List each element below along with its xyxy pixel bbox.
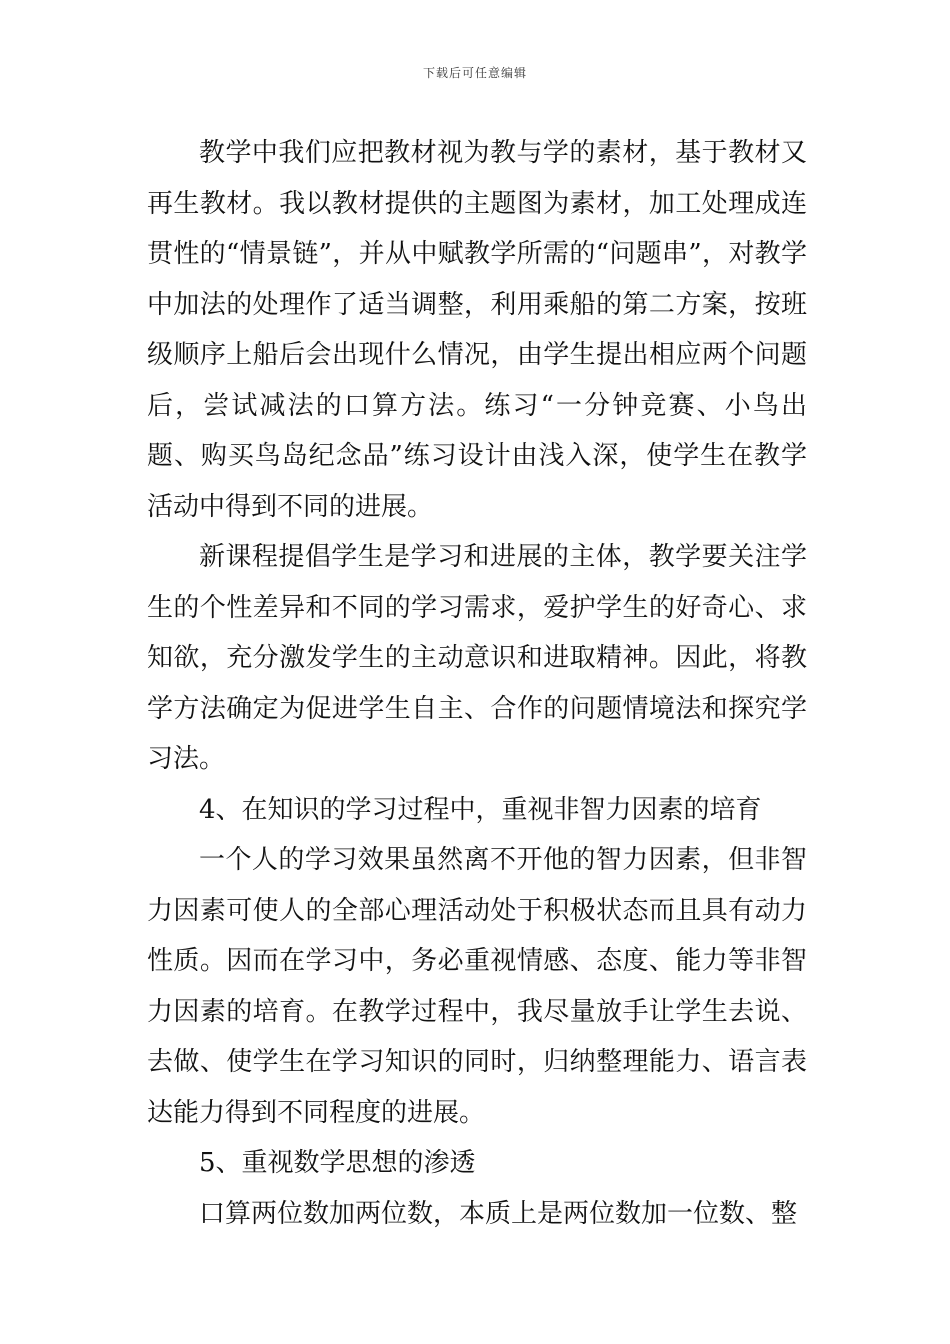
section-heading-5: 5、重视数学思想的渗透 <box>199 1148 476 1178</box>
paragraph-non-intellectual-factors: 一个人的学习效果虽然离不开他的智力因素，但非智力因素可使人的全部心理活动处于积极状态而且具有动力性质。因而在学习中，务必重视情感、态度、能力等非智力因素的培育。在教学过程中，我尽量放手让学生去说、去做、使学生在学习知识的同时，归纳整理能力、语言表达能力得到不同程度的进展。 <box>147 845 807 1128</box>
page-header: 下载后可任意编辑 <box>422 66 527 80</box>
paragraph-oral-calculation: 口算两位数加两位数，本质上是两位数加一位数、整 <box>199 1198 798 1229</box>
document-body <box>147 128 807 1239</box>
section-heading-4: 4、在知识的学习过程中，重视非智力因素的培育 <box>199 794 762 825</box>
paragraph-new-curriculum: 新课程提倡学生是学习和进展的主体，教学要关注学生的个性差异和不同的学习需求，爱护学生的好奇心、求知欲，充分激发学生的主动意识和进取精神。因此，将教学方法确定为促进学生自主、合作的问题情境法和探究学习法。 <box>147 542 807 774</box>
paragraph-teaching-materials: 教学中我们应把教材视为教与学的素材，基于教材又再生教材。我以教材提供的主题图为素材，加工处理成连贯性的“情景链”，并从中赋教学所需的“问题串”，对教学中加法的处理作了适当调整，利用乘船的第二方案，按班级顺序上船后会出现什么情况，由学生提出相应两个问题后，尝试减法的口算方法。练习“一分钟竞赛、小鸟出题、购买鸟岛纪念品”练习设计由浅入深，使学生在教学活动中得到不同的进展。 <box>147 138 807 522</box>
